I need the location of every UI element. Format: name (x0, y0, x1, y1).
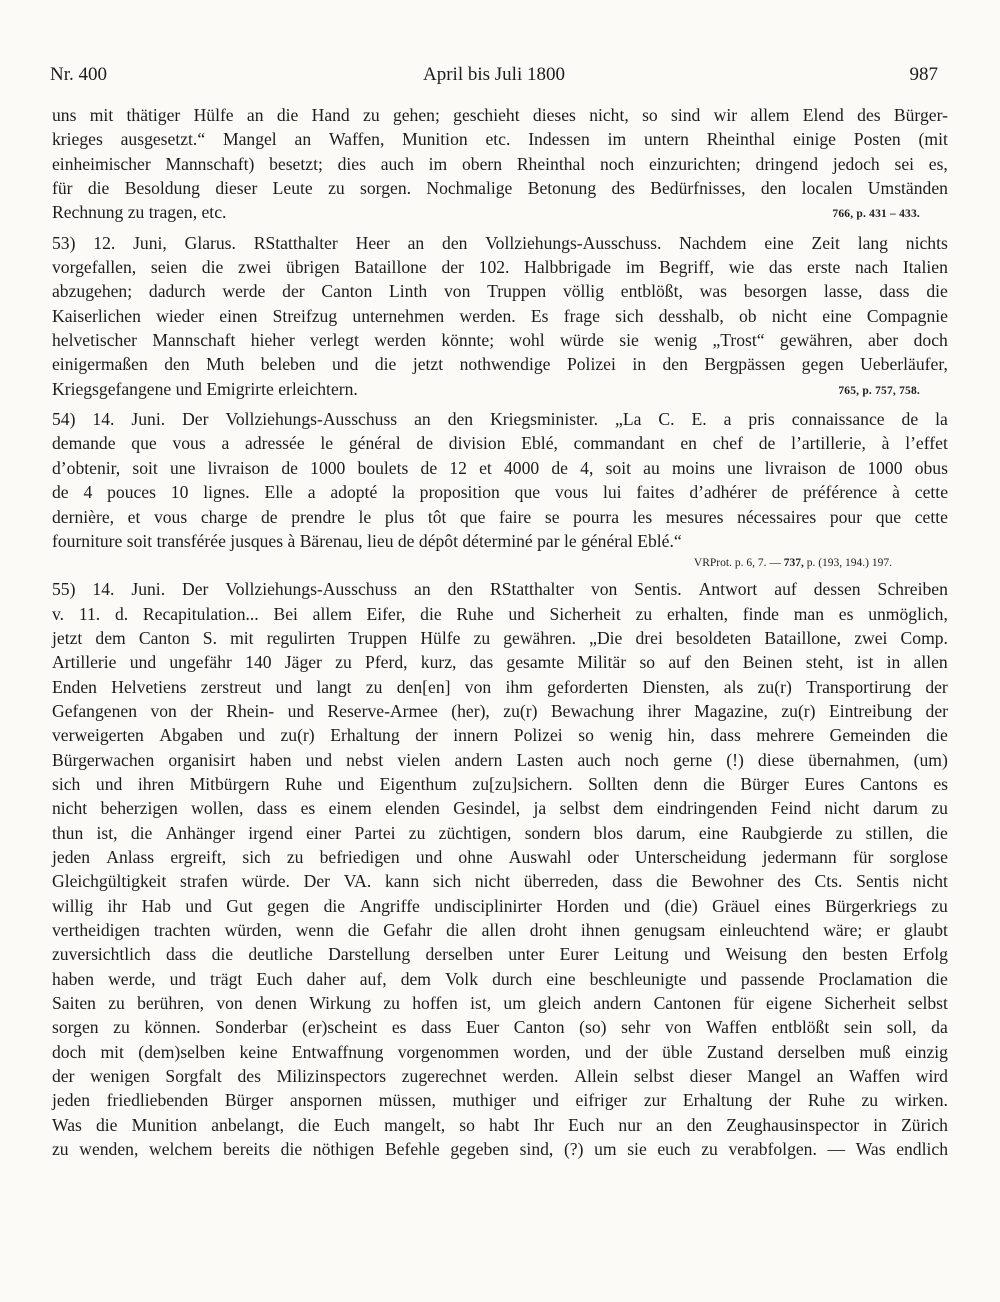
text-line: einheimischer Mannschaft) besetzt; dies auch im obern Rheinthal noch einzurichten; dringend jedoch sei es, (52, 153, 948, 174)
text-line: uns mit thätiger Hülfe an die Hand zu gehen; geschieht dieses nicht, so sind wir allem Elend des Bürger- (52, 105, 948, 125)
text-line: thun ist, die Anhänger irgend einer Partei zu züchtigen, sondern blos darum, eine Raubgierde zu stillen, die (52, 822, 948, 843)
reference-volume: 737, (783, 557, 804, 570)
reference-pages: p. (193, 194.) 197. (806, 557, 892, 570)
text-line: haben werde, und trägt Euch daher auf, dem Volk durch eine beschleunigte und passende Proclamation die (52, 968, 948, 989)
text-line (52, 377, 948, 401)
text-line: Kaiserlichen wieder einen Streifzug unternehmen werden. Es frage sich desshalb, ob nicht eine Compagnie (52, 305, 948, 326)
text-line: fourniture soit transférée jusques à Bärenau, lieu de dépôt déterminé par le général Eblé.“ (52, 530, 682, 551)
text-line: Gefangenen von der Rhein- und Reserve-Armee (her), zu(r) Bewachung ihrer Magazine, zu(r) Eintreibung der (52, 700, 948, 721)
text-line: v. 11. d. Recapitulation... Bei allem Eifer, die Ruhe und Sicherheit zu erhalten, finde man es unmöglich, (52, 603, 948, 624)
document-body (52, 103, 948, 1161)
text-line: 53) 12. Juni, Glarus. RStatthalter Heer an den Vollziehungs-Ausschuss. Nachdem eine Zeit lang nichts (52, 232, 948, 253)
entry-55 (52, 577, 948, 1161)
text-line: jeden friedliebenden Bürger anspornen müssen, muthiger und eifriger zur Erhaltung der Ruhe zu wirken. (52, 1090, 948, 1111)
running-title: April bis Juli 1800 (423, 64, 565, 85)
text-line-content: Kriegsgefangene und Emigrirte erleichtern. (52, 378, 358, 399)
document-number: Nr. 400 (50, 64, 107, 85)
text-line: demande que vous a adressée le général de division Eblé, commandant en chef de l’artillerie, à l’effet (52, 433, 948, 454)
text-line: Was die Munition anbelangt, die Euch mangelt, so habt Ihr Euch nur an den Zeughausinspector in Zürich (52, 1114, 948, 1135)
text-line: d’obtenir, soit une livraison de 1000 boulets de 12 et 4000 de 4, soit au moins une livraison de 1000 obus (52, 457, 948, 478)
entry-53 (52, 231, 948, 401)
text-line (52, 200, 948, 224)
text-line: helvetischer Mannschaft hieher verlegt werden könnte; wohl würde sie wenig „Trost“ gewähren, aber doch (52, 330, 948, 351)
reference-protocol: VRProt. p. 6, 7. — (693, 557, 781, 570)
source-reference: 766, p. 431 – 433. (832, 208, 920, 221)
text-line: Artillerie und ungefähr 140 Jäger zu Pferd, kurz, das gesamte Militär so auf den Beinen steht, ist in allen (52, 652, 948, 673)
text-line: Gleichgültigkeit strafen würde. Der VA. kann sich nicht überreden, dass die Bewohner des Cts. Sentis nicht (52, 871, 948, 892)
entry-54 (52, 407, 948, 573)
page-number: 987 (909, 64, 938, 85)
text-line: krieges ausgesetzt.“ Mangel an Waffen, Munition etc. Indessen im untern Rheinthal einige Posten (mit (52, 129, 948, 150)
text-line: zuversichtlich dass die deutliche Darstellung derselben unter Eurer Leitung und Weisung den besten Erfolg (52, 944, 948, 965)
text-line: jetzt dem Canton S. mit regulirten Truppen Hülfe zu gewähren. „Die drei besoldeten Bataillone, zwei Comp. (52, 627, 948, 648)
text-line: de 4 pouces 10 lignes. Elle a adopté la proposition que vous lui faites d’adhérer de préférence à cette (52, 482, 948, 503)
text-line: Enden Helvetiens zerstreut und langt zu den[en] von ihm geforderten Diensten, als zu(r) Transportirung der (52, 676, 948, 697)
text-line: vorgefallen, seien die zwei übrigen Bataillone der 102. Halbbrigade im Begriff, wie das erste nach Italien (52, 257, 948, 278)
text-line: dernière, et vous charge de prendre le plus tôt que faire se pourra les mesures nécessaires pour que cette (52, 506, 948, 527)
source-reference (52, 553, 948, 573)
text-line: einigermaßen den Muth beleben und die jetzt nothwendige Polizei in den Bergpässen gegen Ueberläufer, (52, 354, 948, 375)
text-line: zu wenden, welchem bereits die nöthigen Befehle gegeben sind, (?) um sie euch zu verabfolgen. — Was endlich (52, 1139, 948, 1160)
text-line: abzugehen; dadurch werde der Canton Linth von Truppen völlig entblößt, was besorgen lasse, dass die (52, 281, 948, 302)
text-line: vertheidigen trachten würden, wenn die Gefahr die allen droht ihnen genugsam einleuchtend wäre; er glaubt (52, 920, 948, 940)
source-reference: 765, p. 757, 758. (838, 384, 920, 397)
text-line: sorgen zu können. Sonderbar (er)scheint es dass Euer Canton (so) sehr von Waffen entblößt sein soll, da (52, 1017, 948, 1038)
text-line: doch mit (dem)selben keine Entwaffnung vorgenommen worden, und der üble Zustand derselben muß einzig (52, 1041, 948, 1062)
text-line: jeden Anlass ergreift, sich zu befriedigen und ohne Auswahl oder Unterscheidung jedermann für sorglose (52, 846, 948, 867)
text-line: 55) 14. Juni. Der Vollziehungs-Ausschuss an den RStatthalter von Sentis. Antwort auf dessen Schreiben (52, 579, 948, 600)
text-line: 54) 14. Juni. Der Vollziehungs-Ausschuss an den Kriegsminister. „La C. E. a pris connaissance de la (52, 409, 948, 430)
text-line-content: Rechnung zu tragen, etc. (52, 202, 227, 223)
text-line: verweigerten Abgaben und zu(r) Erhaltung der innern Polizei so wenig hin, dass mehrere Gemeinden die (52, 725, 948, 746)
text-line: der wenigen Sorgfalt des Milizinspectors zugerechnet werden. Allein selbst dieser Mangel an Waffen wird (52, 1066, 948, 1087)
text-line: Saiten zu berühren, von denen Wirkung zu hoffen ist, um gleich andern Cantonen für eigene Sicherheit selbst (52, 993, 948, 1014)
text-line: für die Besoldung dieser Leute zu sorgen. Nochmalige Betonung des Bedürfnisses, den localen Umständen (52, 178, 948, 199)
text-line: Bürgerwachen organisirt haben und nebst vielen andern Lasten auch noch gerne (!) diese übernahmen, (um) (52, 749, 948, 770)
text-line: willig ihr Hab und Gut gegen die Angriffe undisciplinirter Horden und (die) Gräuel eines Bürgerkriegs zu (52, 895, 948, 916)
text-line: nicht beherzigen wollen, dass es einem elenden Gesindel, ja selbst dem eindringenden Feind nicht darum zu (52, 798, 948, 819)
paragraph-continuation (52, 103, 948, 225)
text-line: sich und ihren Mitbürgern Ruhe und Eigenthum zu[zu]sichern. Sollten denn die Bürger Eures Cantons es (52, 773, 948, 794)
page-header (50, 64, 938, 92)
